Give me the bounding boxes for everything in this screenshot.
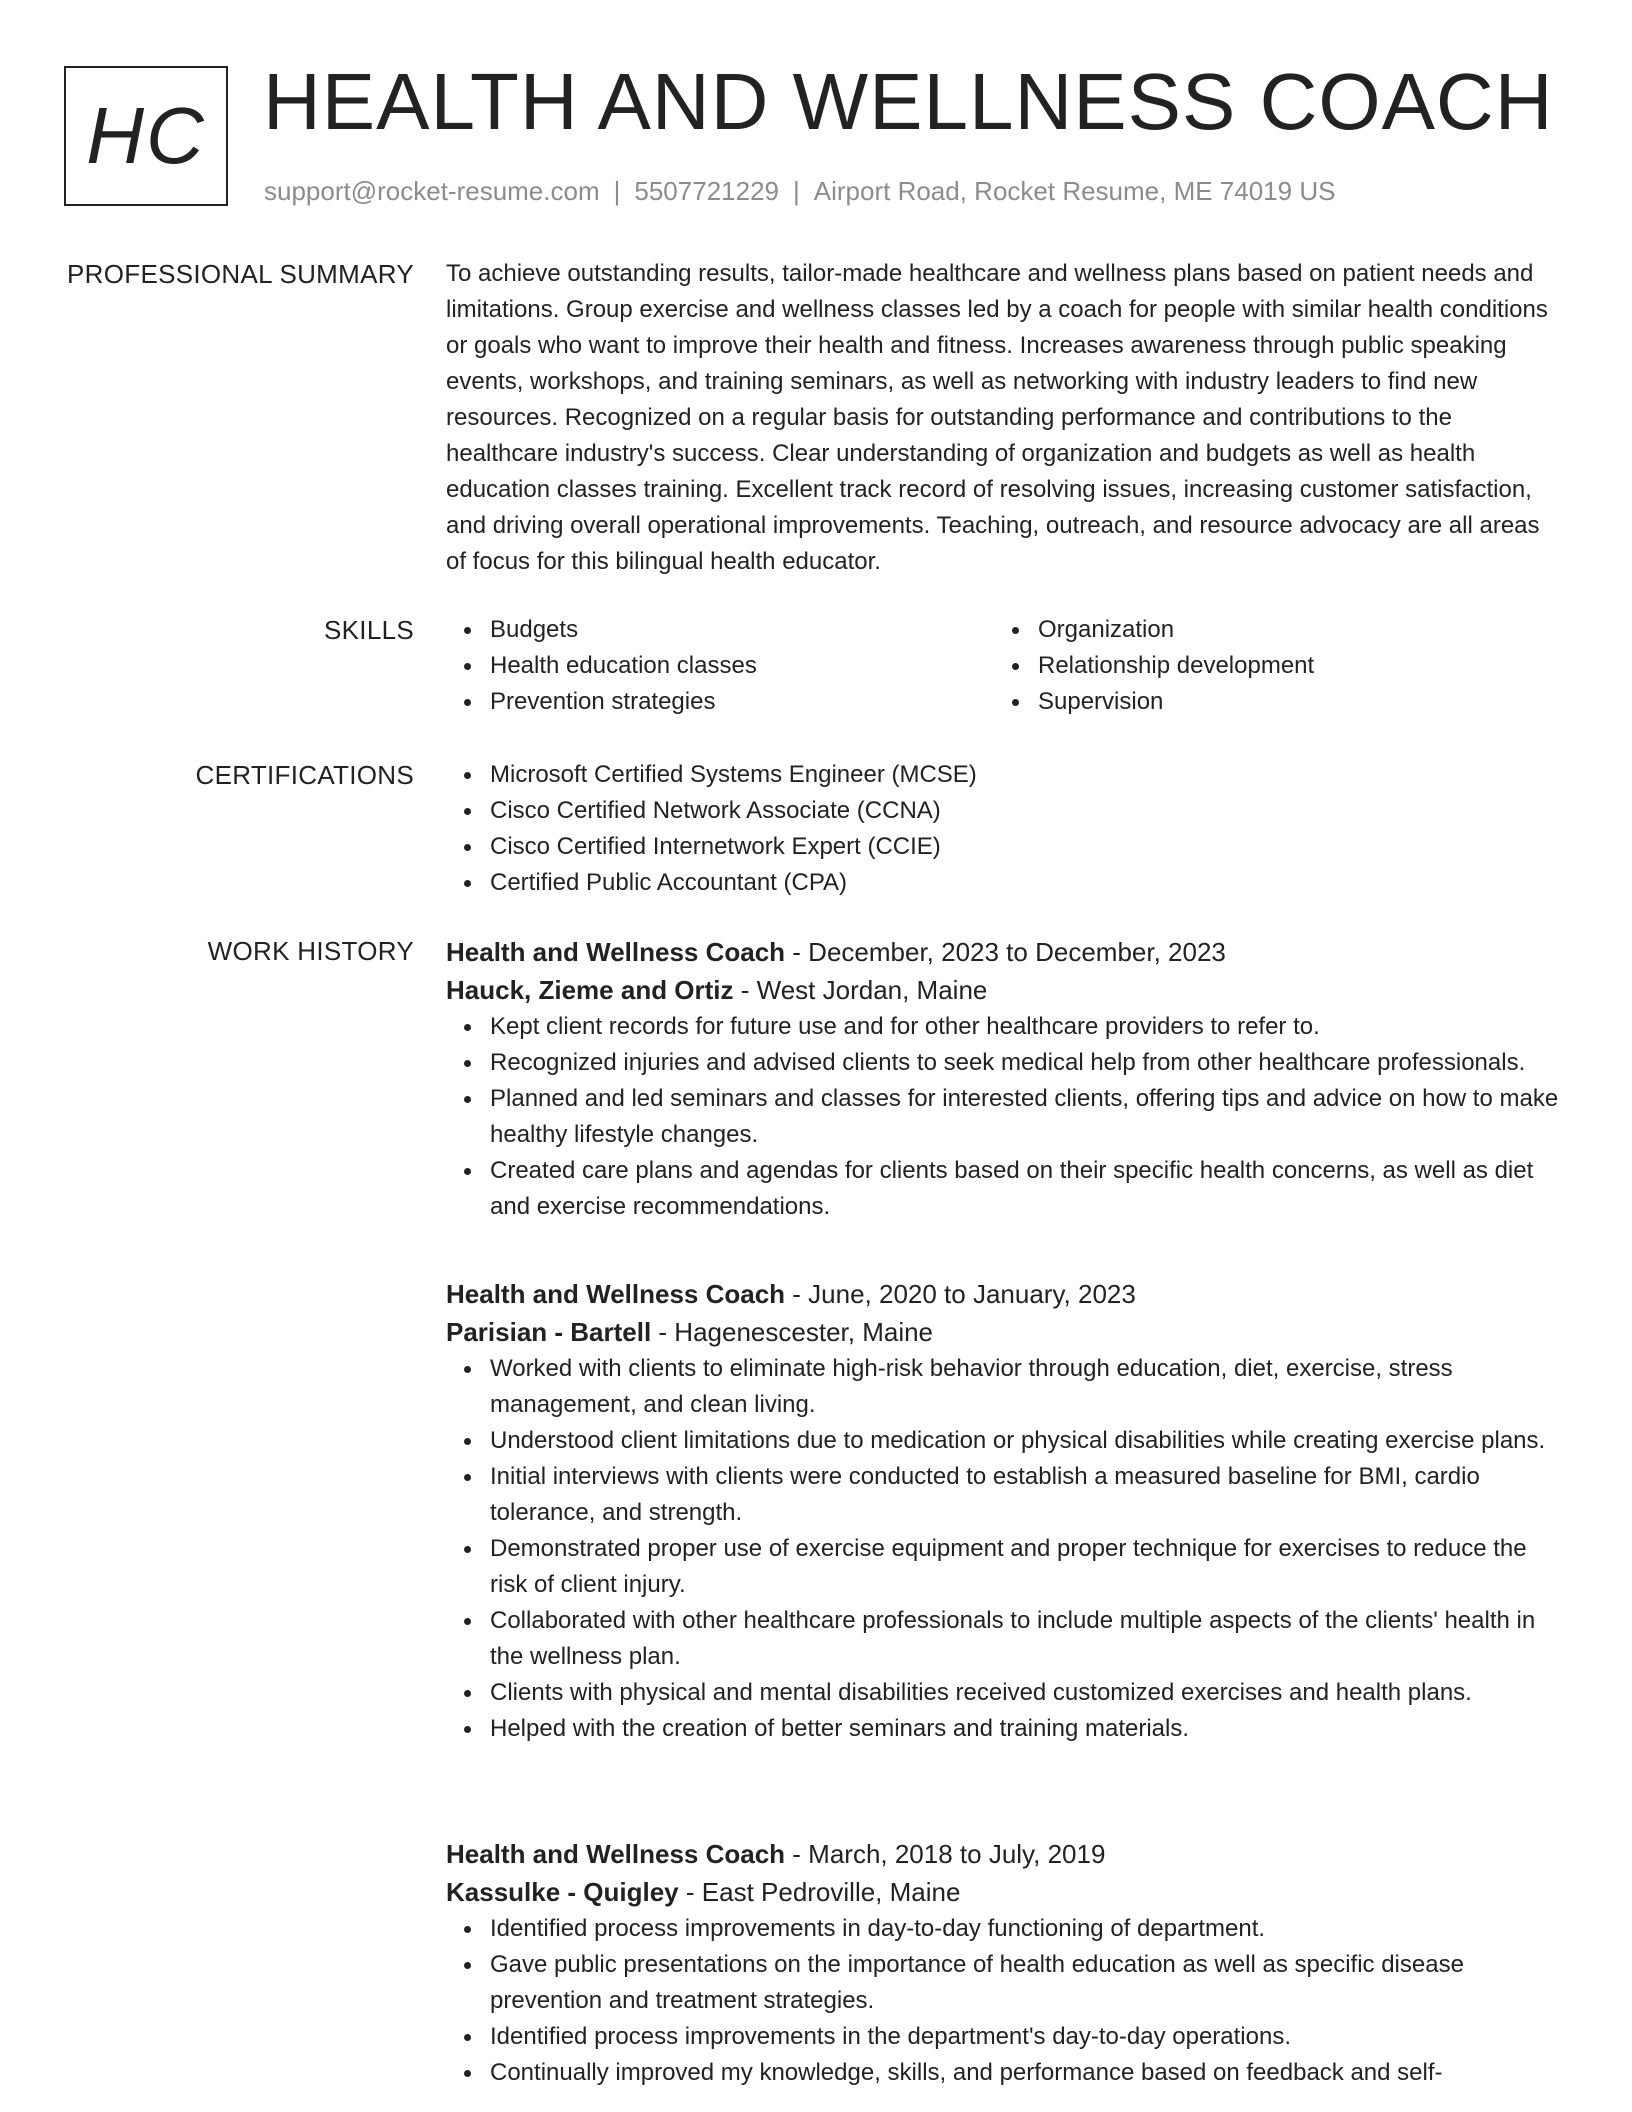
job-entry: [446, 1835, 1566, 2091]
contact-line: [264, 174, 1335, 208]
summary-text: To achieve outstanding results, tailor-made healthcare and wellness plans based on patient needs and limitations. Group exercise and wellness classes led by a coach for people with similar health conditions or goals who want to improve their health and fitness. Increases awareness through public speaking events, workshops, and training seminars, as well as networking with industry leaders to find new resources. Recognized on a regular basis for outstanding performance and contributions to the healthcare industry's success. Clear understanding of organization and budgets as well as health education classes training. Excellent track record of resolving issues, increasing customer satisfaction, and driving overall operational improvements. Teaching, outreach, and resource advocacy are all areas of focus for this bilingual health educator.: [446, 260, 1548, 575]
job-bullet: Gave public presentations on the importance of health education as well as specific disease prevention and treatment strategies.: [490, 1947, 1566, 2019]
skills-heading: SKILLS: [324, 615, 414, 645]
certification-item: Microsoft Certified Systems Engineer (MCSE): [490, 757, 1566, 793]
skill-item: Supervision: [1038, 684, 1542, 720]
job-dates: - March, 2018 to July, 2019: [785, 1839, 1106, 1869]
summary-heading: PROFESSIONAL SUMMARY: [67, 259, 414, 289]
job-company-line: [446, 1873, 1566, 1911]
job-bullet: Planned and led seminars and classes for interested clients, offering tips and advice on how to make healthy lifestyle changes.: [490, 1081, 1566, 1153]
job-bullet: Recognized injuries and advised clients to seek medical help from other healthcare professionals.: [490, 1045, 1566, 1081]
certification-item: Cisco Certified Internetwork Expert (CCIE): [490, 829, 1566, 865]
job-location: - Hagenescester, Maine: [651, 1317, 934, 1347]
skills-grid: [446, 612, 1566, 720]
job-bullet: Collaborated with other healthcare professionals to include multiple aspects of the clients' health in the wellness plan.: [490, 1603, 1566, 1675]
resume-title: HEALTH AND WELLNESS COACH: [263, 57, 1554, 146]
summary-body: [446, 256, 1566, 580]
job-bullets: [446, 1351, 1566, 1747]
contact-separator: |: [793, 176, 800, 206]
job-location: - West Jordan, Maine: [733, 975, 988, 1005]
job-entry: [446, 933, 1566, 1225]
job-bullet: Clients with physical and mental disabilities received customized exercises and health plans.: [490, 1675, 1566, 1711]
job-bullet: Kept client records for future use and for other healthcare providers to refer to.: [490, 1009, 1566, 1045]
certifications-list: [446, 757, 1566, 901]
job-bullet: Continually improved my knowledge, skills, and performance based on feedback and self-: [490, 2055, 1566, 2091]
skill-item: Health education classes: [490, 648, 994, 684]
job-bullet: Created care plans and agendas for clients based on their specific health concerns, as well as diet and exercise recommendations.: [490, 1153, 1566, 1225]
job-bullet: Worked with clients to eliminate high-risk behavior through education, diet, exercise, stress management, and clean living.: [490, 1351, 1566, 1423]
job-bullet: Understood client limitations due to medication or physical disabilities while creating exercise plans.: [490, 1423, 1566, 1459]
certification-item: Certified Public Accountant (CPA): [490, 865, 1566, 901]
job-bullet: Identified process improvements in the department's day-to-day operations.: [490, 2019, 1566, 2055]
job-dates: - June, 2020 to January, 2023: [785, 1279, 1136, 1309]
skill-item: Budgets: [490, 612, 994, 648]
job-title: Health and Wellness Coach: [446, 1839, 786, 1869]
skill-item: Relationship development: [1038, 648, 1542, 684]
skills-list-left: [446, 612, 994, 720]
work-history-heading: WORK HISTORY: [207, 936, 414, 966]
monogram-logo: HC: [64, 66, 228, 206]
job-company: Kassulke - Quigley: [446, 1877, 679, 1907]
job-title: Health and Wellness Coach: [446, 937, 786, 967]
certifications-heading: CERTIFICATIONS: [195, 760, 414, 790]
job-title-line: [446, 933, 1566, 971]
skill-item: Prevention strategies: [490, 684, 994, 720]
contact-separator: |: [613, 176, 621, 206]
job-company-line: [446, 971, 1566, 1009]
job-bullet: Demonstrated proper use of exercise equipment and proper technique for exercises to reduce the risk of client injury.: [490, 1531, 1566, 1603]
skill-item: Organization: [1038, 612, 1542, 648]
job-bullets: [446, 1009, 1566, 1225]
skills-body: [446, 612, 1566, 720]
contact-email[interactable]: support@rocket-resume.com: [264, 176, 600, 206]
job-company-line: [446, 1313, 1566, 1351]
job-entry: [446, 1275, 1566, 1747]
contact-address: Airport Road, Rocket Resume, ME 74019 US: [813, 176, 1336, 206]
job-bullet: Identified process improvements in day-to-day functioning of department.: [490, 1911, 1566, 1947]
job-dates: - December, 2023 to December, 2023: [785, 937, 1226, 967]
certification-item: Cisco Certified Network Associate (CCNA): [490, 793, 1566, 829]
job-title: Health and Wellness Coach: [446, 1279, 786, 1309]
job-title-line: [446, 1835, 1566, 1873]
job-bullet: Helped with the creation of better seminars and training materials.: [490, 1711, 1566, 1747]
job-title-line: [446, 1275, 1566, 1313]
job-bullets: [446, 1911, 1566, 2091]
certifications-body: [446, 757, 1566, 901]
skills-list-right: [994, 612, 1542, 720]
job-location: - East Pedroville, Maine: [678, 1877, 961, 1907]
job-bullet: Initial interviews with clients were conducted to establish a measured baseline for BMI, cardio tolerance, and strength.: [490, 1459, 1566, 1531]
contact-phone[interactable]: 5507721229: [634, 176, 779, 206]
job-company: Hauck, Zieme and Ortiz: [446, 975, 734, 1005]
job-company: Parisian - Bartell: [446, 1317, 652, 1347]
